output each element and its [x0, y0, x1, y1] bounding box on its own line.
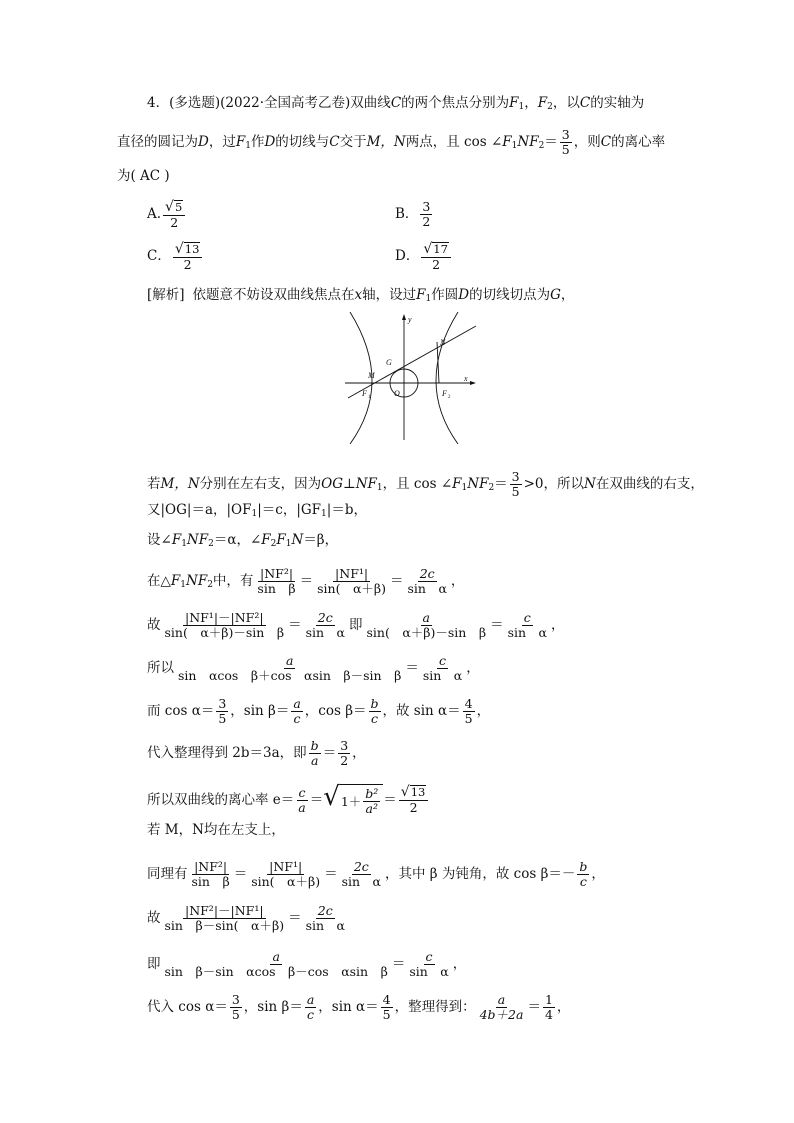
radical: √: [423, 241, 433, 257]
fraction: [296, 786, 307, 816]
numerator: |NF¹|－|NF²|: [184, 610, 264, 625]
denominator: 5: [231, 1007, 240, 1023]
solution-text: |＝b，: [326, 502, 367, 518]
denominator: 5: [511, 484, 520, 500]
solution-text: 轴，设过: [362, 287, 417, 303]
option-label: A.: [147, 206, 162, 223]
solution-line-r5: [147, 611, 564, 641]
numerator: 4: [464, 696, 473, 711]
subscript: 1: [321, 509, 327, 520]
numerator: [421, 242, 451, 258]
solution-line-r11: [147, 860, 605, 890]
hyperbola-figure: [340, 312, 480, 444]
denominator: sin β－sin αcos β－cos αsin β: [164, 964, 388, 980]
question-text: 的切线与: [275, 134, 330, 151]
subscript: 2: [547, 102, 553, 113]
fraction: [338, 739, 350, 769]
denominator: c: [579, 874, 587, 890]
subscript: 1: [511, 141, 518, 152]
fraction: [163, 950, 390, 980]
var-MN: M，N: [366, 134, 406, 151]
solution-text: |＝c，|GF: [257, 502, 322, 518]
numerator: |NF²|: [260, 566, 294, 581]
var-NF: NF: [517, 134, 539, 151]
fraction: [249, 860, 322, 890]
denominator: a²: [365, 801, 378, 817]
label-y: y: [408, 315, 412, 324]
denominator: c: [371, 711, 379, 727]
radical: √: [165, 199, 174, 215]
var-C: C: [329, 134, 340, 151]
solution-text: 设∠: [147, 532, 172, 548]
equals: ＝: [309, 791, 324, 808]
sqrt: [323, 784, 383, 817]
radical: √: [323, 782, 340, 812]
var-F1: F: [452, 476, 462, 493]
solution-text: 而 cos α＝: [147, 703, 215, 720]
solution-text: 在双曲线的右支，: [595, 476, 704, 493]
numerator: |NF¹|: [269, 859, 303, 874]
denominator: sin β: [257, 581, 296, 597]
numerator: [399, 785, 429, 801]
var-NF: NF: [186, 573, 208, 590]
solution-text: ，且 cos ∠: [382, 476, 453, 493]
var-F1: F: [276, 532, 286, 548]
option-c: [147, 242, 204, 272]
var-x: x: [354, 287, 363, 303]
fraction: [543, 993, 555, 1023]
question-text: 的两个焦点分别为: [401, 95, 510, 111]
solution-tag: [解析]: [147, 287, 185, 303]
x-arrow-icon: [470, 381, 476, 385]
equals: ＝: [490, 617, 504, 634]
numerator: 3: [231, 992, 240, 1007]
denominator: a: [298, 799, 306, 815]
question-text: 4．(多选题)(2022·全国高考乙卷)双曲线: [147, 95, 391, 111]
numerator: c: [298, 784, 306, 800]
numerator: a: [497, 992, 506, 1007]
label-F2-sub: 2: [448, 395, 451, 400]
solution-line-r12: [147, 904, 349, 934]
denominator: 4b＋2a: [479, 1007, 524, 1023]
fraction: [340, 860, 383, 890]
var-D: D: [264, 134, 276, 151]
denominator: 2: [422, 214, 431, 230]
solution-text: ，: [591, 866, 605, 883]
solution-text: 故: [147, 617, 161, 634]
label-G: G: [386, 358, 392, 367]
solution-text: ，sin β＝: [230, 703, 290, 720]
solution-text: ，: [476, 703, 491, 720]
solution-text: 故: [147, 910, 161, 927]
var-C: C: [600, 134, 612, 151]
equals: ＝: [322, 745, 337, 762]
var-F1: F: [170, 573, 181, 590]
denominator: 2: [183, 256, 192, 272]
solution-line-r13: [147, 950, 466, 980]
var-F2: F: [537, 95, 548, 111]
denominator: sin( α＋β): [317, 581, 387, 597]
solution-line-r14: [147, 993, 570, 1023]
numerator: |NF¹|: [335, 566, 369, 581]
solution-text: 所以: [147, 660, 174, 677]
denominator: sin α: [407, 581, 447, 597]
fraction: [190, 860, 232, 890]
numerator: 2c: [419, 566, 435, 581]
numerator: c: [439, 653, 447, 668]
option-label: B．: [395, 206, 419, 223]
equals: ＝: [391, 956, 406, 973]
fraction: [309, 739, 321, 769]
fraction: [463, 697, 475, 727]
solution-text: 即: [348, 617, 363, 634]
solution-text: ，故 sin α＝: [382, 703, 461, 720]
fraction: [173, 242, 203, 272]
denominator: sin α: [507, 625, 547, 641]
solution-text: 若: [147, 476, 161, 493]
y-arrow-icon: [402, 314, 406, 320]
numerator: a: [306, 992, 315, 1007]
solution-text: 若 M，N均在左支上，: [147, 822, 285, 838]
solution-line-r1: [147, 470, 704, 500]
question-text: ，过: [208, 134, 236, 151]
question-text: 交于: [339, 134, 367, 151]
solution-text: ⊥: [343, 476, 356, 493]
fraction: [163, 904, 287, 934]
question-line-3: [117, 170, 170, 184]
subscript: 2: [488, 483, 495, 494]
numerator: c: [523, 610, 531, 625]
fraction: [406, 567, 449, 597]
var-F1: F: [502, 134, 512, 151]
fraction: [363, 787, 380, 817]
denominator: c: [307, 1007, 315, 1023]
fraction: [304, 904, 347, 934]
solution-text: 中，有: [212, 573, 254, 590]
subscript: 2: [208, 539, 214, 550]
equals: ＝: [494, 476, 508, 493]
equals: ＝: [324, 866, 338, 883]
equals: ＝: [390, 573, 404, 590]
solution-text: ，: [560, 287, 575, 303]
equals: ＝: [299, 573, 314, 590]
var-D: D: [458, 287, 470, 303]
var-NF: NF: [355, 476, 377, 493]
comma: ，: [550, 617, 565, 634]
comma: ，: [452, 956, 467, 973]
fraction: [577, 860, 589, 890]
radical: √: [174, 241, 184, 257]
numerator: b: [579, 859, 588, 874]
denominator: 2: [340, 753, 349, 769]
option-d: [395, 242, 453, 272]
fraction: [369, 697, 381, 727]
numerator: a: [285, 653, 294, 668]
equals: ＝: [288, 910, 302, 927]
hyperbola-right-branch: [436, 312, 458, 444]
numerator: 3: [218, 696, 227, 711]
label-N: N: [440, 338, 446, 347]
solution-text: ＝α，∠: [213, 532, 262, 548]
fraction: [315, 567, 388, 597]
option-a: [147, 200, 187, 230]
solution-text: 又|OG|＝a，|OF: [147, 502, 252, 518]
solution-text: 的切线切点为: [469, 287, 551, 303]
fraction: [216, 697, 228, 727]
label-x: x: [464, 374, 468, 383]
solution-text: 即: [147, 956, 161, 973]
numerator: b: [310, 738, 319, 753]
label-F1-sub: 1: [368, 395, 371, 400]
numerator: 3: [422, 199, 431, 214]
equals: ＝: [288, 617, 302, 634]
var-OG: OG: [321, 476, 343, 493]
question-text: ，则: [573, 134, 601, 151]
fraction: [305, 993, 316, 1023]
option-label: D．: [395, 248, 420, 265]
radicand: 5: [174, 200, 183, 214]
var-F2: F: [261, 532, 271, 548]
fraction: [421, 242, 451, 272]
solution-text: 依题意不妨设双曲线焦点在: [192, 287, 355, 303]
solution-text: 分别在左右支，因为: [199, 476, 322, 493]
fraction: [399, 785, 429, 815]
subscript: 1: [251, 509, 258, 520]
denominator: sin β－sin( α＋β): [164, 918, 285, 934]
question-text: ＝: [544, 134, 558, 151]
label-O: O: [394, 389, 400, 398]
option-label: C．: [147, 248, 171, 265]
var-G: G: [550, 287, 561, 303]
denominator: sin( α＋β)－sin β: [366, 625, 487, 641]
denominator: 5: [218, 711, 227, 727]
tangent-line: [348, 326, 476, 398]
var-F1: F: [416, 287, 426, 303]
solution-text: ＝β，: [303, 532, 339, 548]
denominator: sin( α＋β)－sin β: [164, 625, 285, 641]
numerator: 4: [382, 992, 391, 1007]
equals: ＝: [405, 660, 419, 677]
solution-line-r10: [147, 824, 285, 838]
equals: ＝: [383, 791, 397, 808]
denominator: sin( α＋β): [251, 874, 321, 890]
radicand: 13: [410, 785, 426, 800]
numerator: 2c: [317, 903, 333, 918]
fraction: [478, 993, 526, 1023]
denominator: c: [293, 711, 301, 727]
question-text: 作: [250, 134, 265, 151]
numerator: |NF²|: [194, 859, 228, 874]
var-NF: NF: [467, 476, 489, 493]
equals: ＝: [527, 999, 541, 1016]
denominator: 4: [544, 1007, 553, 1023]
solution-text: ，cos β＝: [304, 703, 367, 720]
solution-text: ，其中 β 为钝角，故 cos β＝－: [385, 866, 576, 883]
sqrt: [401, 785, 427, 800]
numerator: 1: [544, 992, 553, 1007]
denominator: sin α: [341, 874, 381, 890]
denominator: sin αcos β＋cos αsin β－sin β: [178, 668, 402, 684]
comma: ，: [466, 660, 480, 677]
question-text: 的离心率: [611, 134, 666, 151]
numerator: 3: [340, 738, 349, 753]
fraction: [560, 128, 572, 158]
label-F1: F: [362, 389, 367, 398]
solution-text: ，整理得到：: [394, 999, 476, 1016]
sqrt: [423, 242, 449, 257]
numerator: a: [272, 949, 280, 964]
var-C: C: [579, 95, 591, 111]
solution-text: >0，所以: [523, 476, 585, 493]
radicand: [340, 784, 383, 817]
solution-line-r8: [147, 739, 366, 769]
numerator: a: [293, 696, 301, 711]
var-N: N: [291, 532, 304, 548]
question-text: 的实轴为: [590, 95, 645, 111]
fraction: [510, 470, 522, 500]
solution-text: 代入 cos α＝: [147, 999, 228, 1016]
solution-intro: [147, 289, 574, 303]
fraction: [506, 611, 549, 641]
subscript: 1: [518, 102, 525, 113]
solution-text: 在△: [147, 573, 171, 590]
equals: ＝: [233, 866, 248, 883]
var-F1: F: [171, 532, 182, 548]
radicand: 17: [433, 242, 448, 256]
denominator: 5: [464, 711, 473, 727]
numerator: b²: [365, 786, 379, 801]
subscript: 1: [181, 539, 187, 550]
denominator: sin α: [422, 668, 463, 684]
var-F1: F: [509, 95, 519, 111]
subscript: 2: [270, 539, 277, 550]
fraction: [421, 654, 464, 684]
denominator: 5: [382, 1007, 391, 1023]
subscript: 1: [425, 294, 432, 305]
var-D: D: [198, 134, 209, 151]
subscript: 1: [376, 483, 383, 494]
solution-text: ，: [352, 745, 366, 762]
answer-text: 为( AC ): [117, 168, 170, 184]
label-F2: F: [442, 389, 447, 398]
numerator: [163, 200, 185, 216]
fraction: [163, 200, 185, 230]
denominator: a: [310, 753, 319, 769]
question-text: 两点，且 cos ∠: [405, 134, 503, 151]
question-line-1: [147, 97, 644, 111]
denominator: 2: [432, 256, 441, 272]
sqrt: [165, 200, 183, 215]
subscript: 2: [207, 580, 213, 591]
fraction: [291, 697, 302, 727]
denominator: 2: [409, 800, 418, 816]
var-N: N: [584, 476, 596, 493]
radical: √: [400, 784, 410, 801]
solution-line-r3: [147, 534, 338, 548]
denominator: sin α: [305, 625, 345, 641]
var-MN: M，N: [160, 476, 200, 493]
radicand: 13: [184, 242, 200, 256]
solution-text: ，sin α＝: [318, 999, 379, 1016]
question-text: 直径的圆记为: [117, 134, 198, 151]
denominator: sin α: [409, 964, 449, 980]
numerator: c: [425, 949, 433, 964]
numerator: a: [422, 610, 430, 625]
solution-line-r4: [147, 567, 464, 597]
numerator: 2c: [317, 610, 333, 625]
numerator: [173, 242, 203, 258]
solution-text: ，sin β＝: [243, 999, 303, 1016]
solution-line-r7: [147, 697, 490, 727]
fraction: [420, 200, 432, 230]
solution-text: ，: [556, 999, 571, 1016]
solution-line-r6: [147, 654, 480, 684]
fraction: [364, 611, 488, 641]
var-NF: NF: [186, 532, 209, 548]
solution-text: 所以双曲线的离心率 e＝: [147, 791, 295, 808]
denominator: 5: [561, 142, 570, 158]
sqrt: [175, 242, 201, 257]
sep: ，: [524, 95, 538, 111]
fraction: [304, 611, 347, 641]
denominator: sin α: [305, 918, 345, 934]
numerator: 3: [511, 469, 520, 484]
subscript: 1: [285, 539, 292, 550]
fraction: [230, 993, 242, 1023]
solution-text: 代入整理得到 2b＝3a，即: [147, 745, 307, 762]
solution-text: 作圆: [431, 287, 459, 303]
solution-line-r2: [147, 504, 367, 518]
numerator: 2c: [353, 859, 369, 874]
subscript: 2: [538, 141, 545, 152]
fraction: [176, 654, 403, 684]
label-M: M: [368, 371, 375, 380]
fraction: [255, 567, 297, 597]
denominator: sin β: [191, 874, 230, 890]
comma: ，: [450, 573, 465, 590]
option-b: [395, 200, 434, 230]
subscript: 1: [461, 483, 468, 494]
subscript: 1: [180, 580, 186, 591]
solution-text: 同理有: [147, 866, 188, 883]
one-plus: 1＋: [340, 794, 362, 810]
subscript: 1: [245, 141, 251, 152]
var-F1: F: [235, 134, 246, 151]
fraction: [407, 950, 450, 980]
denominator: 2: [170, 214, 179, 230]
question-line-2: [117, 128, 665, 158]
numerator: b: [370, 696, 379, 711]
numerator: 3: [561, 127, 570, 142]
numerator: |NF²|－|NF¹|: [184, 903, 264, 918]
question-text: ，以: [552, 95, 580, 111]
fraction: [381, 993, 393, 1023]
var-C: C: [390, 95, 402, 111]
solution-line-r9: [147, 784, 430, 817]
fraction: [163, 611, 287, 641]
